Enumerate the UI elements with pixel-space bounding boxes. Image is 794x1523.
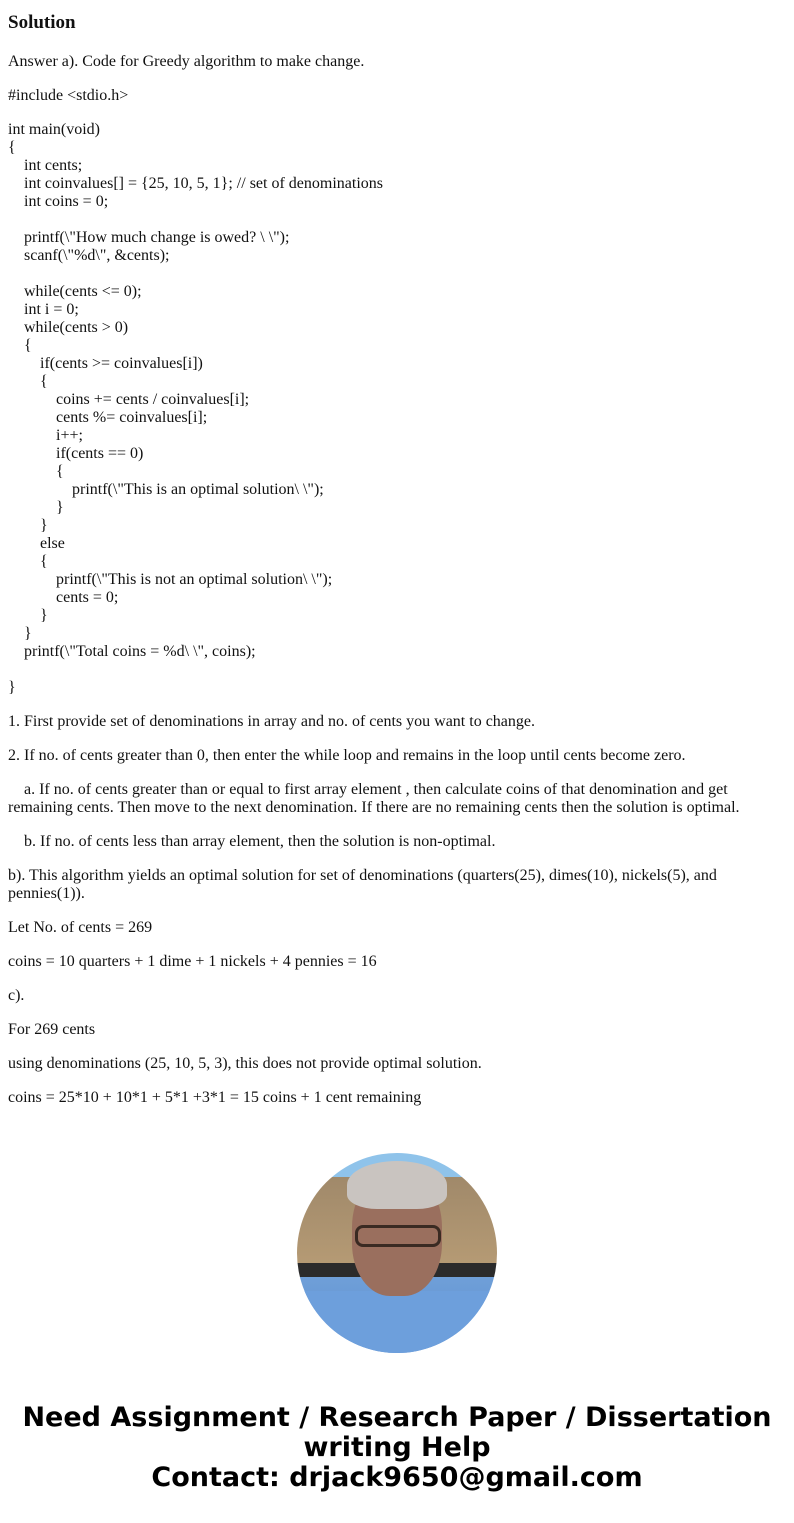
code-line: } [8, 679, 16, 696]
part-b-paragraph: b). This algorithm yields an optimal solution for set of denominations (quarters(25), dimes(10), nickels(5), and pennies(1)). [8, 867, 717, 902]
banner-line-2: writing Help [303, 1432, 491, 1463]
code-line: int main(void) [8, 121, 100, 138]
code-line: { [24, 337, 32, 354]
explanation-paragraph: 2. If no. of cents greater than 0, then enter the while loop and remains in the loop until cents become zero. [8, 747, 686, 764]
code-line: printf(\"This is not an optimal solution\ \"); [56, 571, 333, 588]
code-line: printf(\"How much change is owed? \ \"); [24, 229, 290, 246]
code-line: { [8, 139, 16, 156]
author-avatar [297, 1153, 497, 1353]
part-b-paragraph: coins = 10 quarters + 1 dime + 1 nickels + 4 pennies = 16 [8, 953, 377, 970]
code-line: else [40, 535, 65, 552]
part-c-paragraph: using denominations (25, 10, 5, 3), this does not provide optimal solution. [8, 1055, 482, 1072]
part-c-paragraph: c). [8, 987, 25, 1004]
code-line: { [40, 373, 48, 390]
code-line: while(cents > 0) [24, 319, 129, 336]
part-b-paragraph: Let No. of cents = 269 [8, 919, 153, 936]
code-line: while(cents <= 0); [24, 283, 142, 300]
code-line: } [40, 517, 48, 534]
glasses-icon [355, 1225, 441, 1247]
banner-line-1: Need Assignment / Research Paper / Dissertation [22, 1402, 772, 1433]
code-line: int i = 0; [24, 301, 79, 318]
code-line: } [40, 607, 48, 624]
code-line: { [56, 463, 64, 480]
code-line: coins += cents / coinvalues[i]; [56, 391, 250, 408]
avatar-shirt [297, 1291, 497, 1353]
code-line: { [40, 553, 48, 570]
explanation-paragraph: b. If no. of cents less than array element, then the solution is non-optimal. [24, 833, 496, 850]
contact-banner [0, 1403, 794, 1493]
page-title: Solution [8, 12, 76, 33]
code-line: cents %= coinvalues[i]; [56, 409, 208, 426]
banner-contact[interactable]: Contact: drjack9650@gmail.com [151, 1462, 643, 1493]
code-line: int cents; [24, 157, 83, 174]
code-line: cents = 0; [56, 589, 119, 606]
code-line: int coins = 0; [24, 193, 109, 210]
intro-text: Answer a). Code for Greedy algorithm to make change. [8, 53, 365, 70]
code-line: int coinvalues[] = {25, 10, 5, 1}; // set of denominations [24, 175, 383, 192]
code-line: if(cents == 0) [56, 445, 144, 462]
part-c-paragraph: For 269 cents [8, 1021, 96, 1038]
part-c-paragraph: coins = 25*10 + 10*1 + 5*1 +3*1 = 15 coins + 1 cent remaining [8, 1089, 422, 1106]
explanation-paragraph: a. If no. of cents greater than or equal to first array element , then calculate coins of that denomination and get remaining cents. Then move to the next denomination. If there are no remaining cents then the solution is optimal. [8, 781, 740, 816]
code-line: if(cents >= coinvalues[i]) [40, 355, 203, 372]
code-line: printf(\"This is an optimal solution\ \"); [72, 481, 324, 498]
code-line: } [24, 625, 32, 642]
code-line: i++; [56, 427, 83, 444]
avatar-hair [347, 1161, 447, 1209]
code-line: printf(\"Total coins = %d\ \", coins); [24, 643, 256, 660]
explanation-paragraph: 1. First provide set of denominations in array and no. of cents you want to change. [8, 713, 535, 730]
code-line: scanf(\"%d\", &cents); [24, 247, 170, 264]
code-line: #include <stdio.h> [8, 87, 129, 104]
code-line: } [56, 499, 64, 516]
